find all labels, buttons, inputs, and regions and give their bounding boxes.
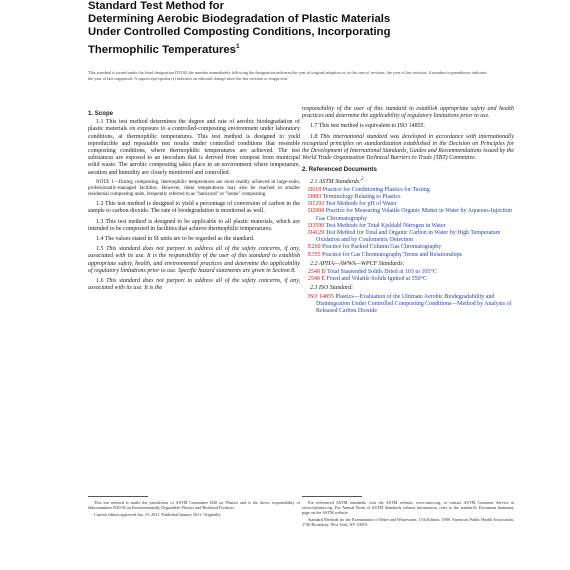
reference-title-link[interactable]: Practice for Packed Column Gas Chromatography bbox=[322, 244, 442, 251]
scope-paragraph-1-4: 1.4 The values stated in SI units are to be regarded as the standard. bbox=[96, 235, 255, 242]
scope-paragraph-1-7: 1.7 This test method is equivalent to ISO 14855. bbox=[310, 123, 426, 130]
reference-code-link[interactable]: D883 bbox=[308, 194, 322, 201]
title-footnote-marker: 1 bbox=[235, 42, 240, 50]
title-line-2: Determining Aerobic Biodegradation of Plastic Materials bbox=[88, 13, 391, 26]
designation-note: This standard is issued under the fixed designation D5338; the number immediately following the designation indicates the year of original adoption or, in the case of revision, the year of last revision. A number in parentheses indicates the year of last reapproval. A superscript epsilon (ε) indicates an editorial change since the last revision or reapproval. bbox=[88, 70, 487, 81]
reference-code-link[interactable]: D3590 bbox=[308, 222, 325, 229]
reference-title-link[interactable]: Terminology Relating to Plastics bbox=[322, 194, 401, 201]
reference-item bbox=[302, 276, 514, 283]
scope-paragraph-1-3: 1.3 This test method is designed to be applicable to all plastic materials, which are intended to be composted in facilities that achieve thermophilic temperatures. bbox=[88, 218, 300, 232]
reference-title-link[interactable]: Test Method for Total and Organic Carbon in Water by High Temperature Oxidation and by Coulometric Detection bbox=[316, 230, 501, 244]
right-column bbox=[302, 106, 514, 315]
reference-code-link[interactable]: E260 bbox=[308, 244, 321, 251]
reference-item bbox=[302, 187, 514, 194]
footnote-rule bbox=[302, 496, 362, 497]
astm-reference-list bbox=[302, 187, 514, 259]
footnote-jurisdiction: This test method is under the jurisdiction of ASTM Committee D20 on Plastics and is the direct responsibility of Subcommittee D20.96 on Environmentally Degradable Plastics and Biobased Products. bbox=[88, 500, 300, 510]
reference-title-link[interactable]: Practice for Gas Chromatography Terms and Relationships bbox=[322, 251, 462, 258]
reference-title-link[interactable]: Plastics—Evaluation of the Ultimate Aerobic Biodegradability and Disintegration Under Controlled Composting Conditions—Method by Analysis of Released Carbon Dioxide bbox=[316, 293, 512, 315]
reference-code-link[interactable]: 2540 E bbox=[308, 276, 325, 283]
reference-item bbox=[302, 230, 514, 244]
apha-standards-heading: 2.2 APHA—AWWA—WPCF Standards: bbox=[310, 260, 405, 267]
reference-code-link[interactable]: ISO 14855 bbox=[308, 293, 334, 300]
reference-item bbox=[302, 244, 514, 251]
left-footnotes bbox=[88, 496, 300, 519]
scope-note-1: NOTE 1—During composting, thermophilic temperatures are most readily achieved in large-scale, professionally-managed facilities. However, these temperatures may also be reached in smaller residential composting units, frequently referred to as "backyard" or "home" composting. bbox=[88, 179, 300, 198]
reference-title-link[interactable]: Practice for Conditioning Plastics for Testing bbox=[322, 186, 430, 193]
footnote-astm-website: For referenced ASTM standards, visit the ASTM website, www.astm.org, or contact ASTM Customer Service at service@astm.org. For Annual Book of ASTM Standards volume information, refer to the standard's Document Summary page on the ASTM website. bbox=[302, 500, 514, 515]
scope-paragraph-1-2: 1.2 This test method is designed to yield a percentage of conversion of carbon in the sample to carbon dioxide. The rate of biodegradation is monitored as well. bbox=[88, 201, 300, 215]
astm-footnote-marker: 2 bbox=[360, 176, 364, 182]
title-line-4-text: Thermophilic Temperatures bbox=[88, 43, 236, 56]
scope-paragraph-continued: responsibility of the user of this standard to establish appropriate safety and health practices and determine the applicability of regulatory limitations prior to use. bbox=[302, 106, 514, 120]
scope-heading: 1. Scope bbox=[88, 110, 114, 117]
footnote-standard-methods: Standard Methods for the Examination of Water and Wastewater, 17th Edition, 1989, American Public Health Association, 1740 Broadway, New York, NY 10019. bbox=[302, 517, 514, 527]
reference-code-link[interactable]: D618 bbox=[308, 186, 322, 193]
reference-title-link[interactable]: Fixed and Volatile Solids Ignited at 550°C bbox=[326, 276, 427, 283]
reference-item bbox=[302, 223, 514, 230]
reference-item bbox=[302, 252, 514, 259]
footnote-rule bbox=[88, 496, 148, 497]
astm-standards-heading-text: 2.1 ASTM Standards: bbox=[310, 178, 361, 185]
reference-item bbox=[302, 208, 514, 222]
reference-code-link[interactable]: 2540 D bbox=[308, 269, 326, 276]
right-footnotes bbox=[302, 496, 514, 529]
reference-code-link[interactable]: D2908 bbox=[308, 208, 325, 215]
title-line-1: Standard Test Method for bbox=[88, 0, 224, 12]
reference-title-link[interactable]: Test Methods for Total Kjeldahl Nitrogen in Water bbox=[325, 222, 446, 229]
left-column bbox=[88, 106, 300, 295]
referenced-documents-heading: 2. Referenced Documents bbox=[302, 166, 377, 174]
iso-standard-heading: 2.3 ISO Standard: bbox=[310, 285, 354, 292]
reference-code-link[interactable]: D1293 bbox=[308, 201, 325, 208]
reference-title-link[interactable]: Total Suspended Solids Dried at 103 to 105°C bbox=[327, 269, 437, 276]
scope-paragraph-1-8: 1.8 This international standard was developed in accordance with internationally recognized principles on standardization established in the Decision on Principles for the Development of International Standards, Guides and Recommendations issued by the World Trade Organization Technical Barriers to Trade (TBT) Committee. bbox=[302, 133, 514, 162]
reference-item bbox=[302, 294, 514, 316]
scope-paragraph-1-1: 1.1 This test method determines the degree and rate of aerobic biodegradation of plastic materials on exposure to a controlled-composting environment under laboratory conditions, at thermophilic temperatures. This test method is designed to yield reproducible and repeatable test results under controlled conditions that resemble composting conditions, where thermophilic temperatures are achieved. The test substances are exposed to an inoculum that is derived from compost from municipal solid waste. The aerobic composting takes place in an environment where temperature, aeration and humidity are closely monitored and controlled. bbox=[88, 119, 300, 176]
title-line-4 bbox=[88, 40, 488, 57]
astm-standards-heading bbox=[310, 176, 514, 186]
reference-title-link[interactable]: Test Methods for pH of Water bbox=[325, 201, 397, 208]
footnote-edition: Current edition approved Jan. 15, 2011. Published January 2011. Originally bbox=[94, 512, 221, 517]
iso-reference-list bbox=[302, 294, 514, 316]
document-title bbox=[88, 0, 488, 57]
reference-code-link[interactable]: D4129 bbox=[308, 230, 325, 237]
reference-title-link[interactable]: Practice for Measuring Volatile Organic Matter in Water by Aqueous-Injection Gas Chromatography bbox=[316, 208, 512, 222]
title-line-3: Under Controlled Composting Conditions, Incorporating bbox=[88, 26, 391, 39]
scope-paragraph-1-5: 1.5 This standard does not purport to address all of the safety concerns, if any, associated with its use. It is the responsibility of the user of this standard to establish appropriate safety, health, and environmental practices and determine the applicability of regulatory limitations prior to use. Specific hazard statements are given in Section 8. bbox=[88, 246, 300, 274]
apha-reference-list bbox=[302, 269, 514, 283]
scope-paragraph-1-6: 1.6 This standard does not purport to address all of the safety concerns, if any, associated with its use. It is the bbox=[88, 277, 300, 292]
reference-code-link[interactable]: E355 bbox=[308, 251, 321, 258]
